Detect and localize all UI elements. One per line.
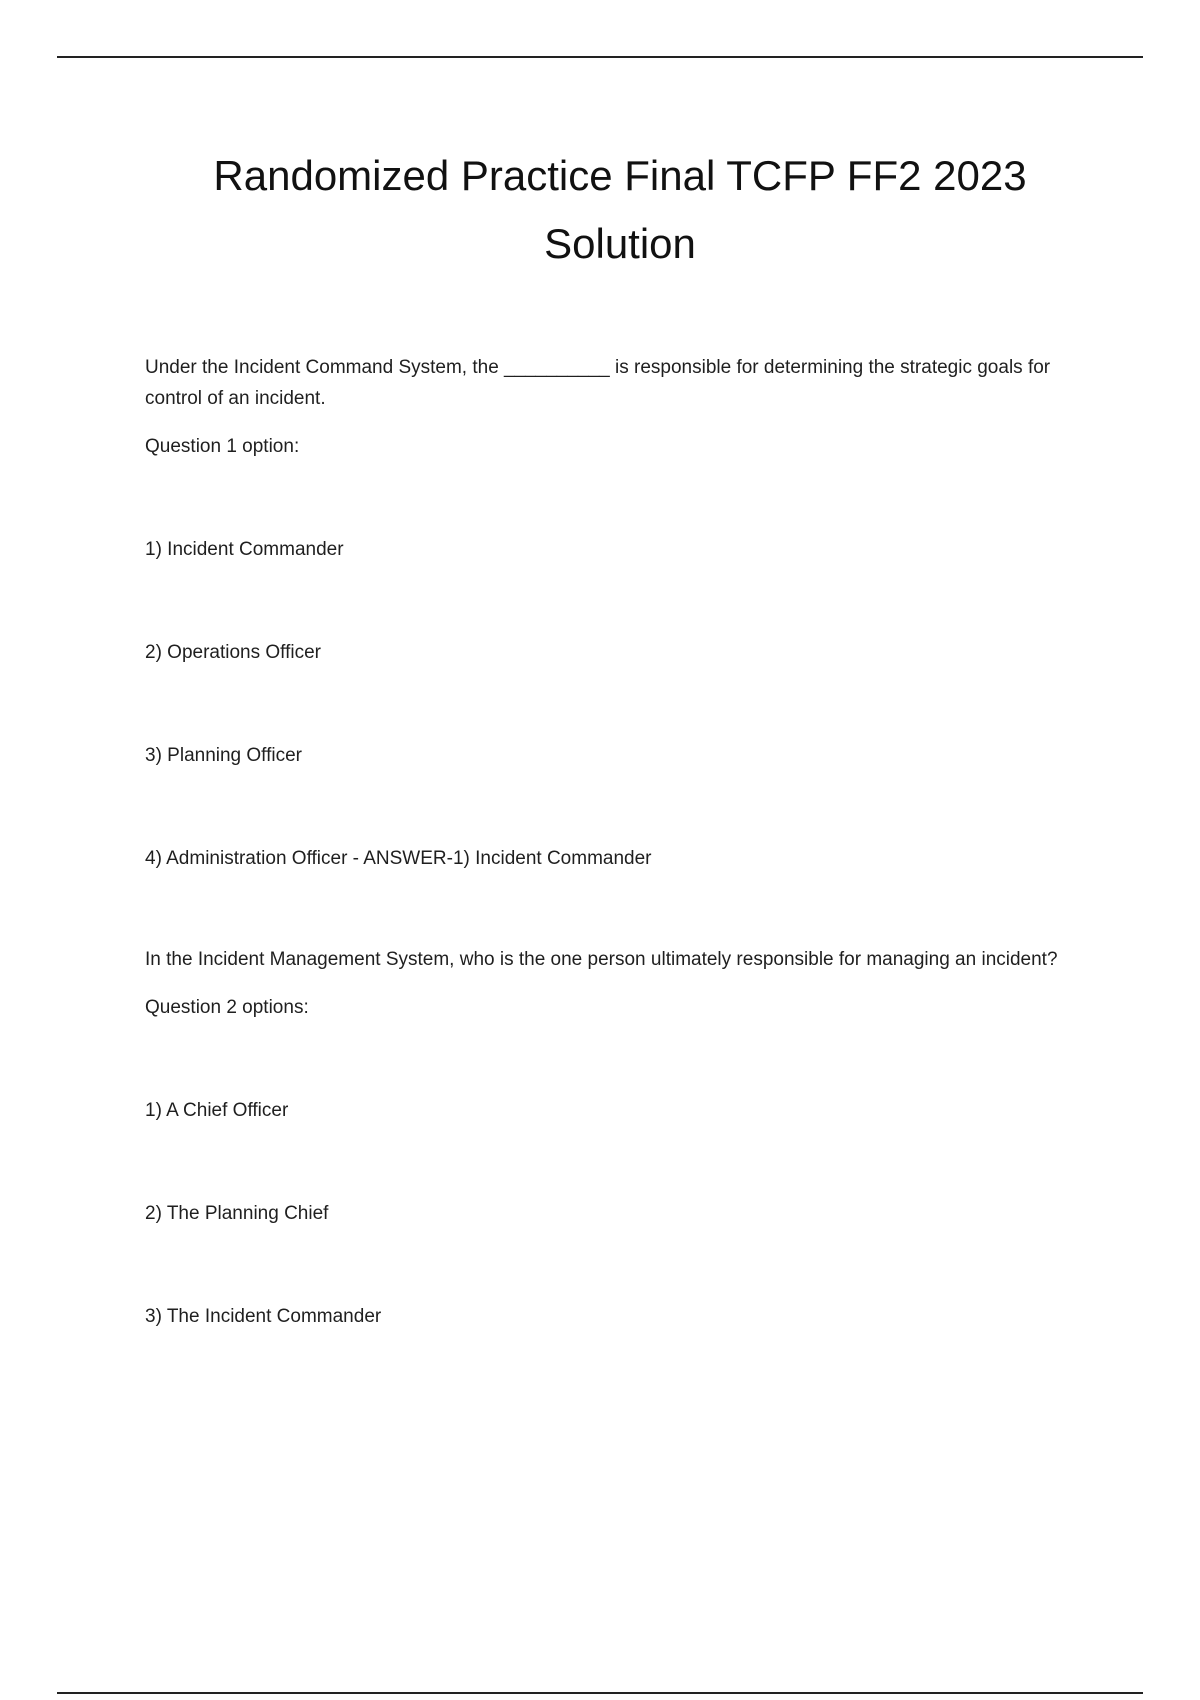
option-item: 2) Operations Officer	[145, 642, 322, 663]
option-item: 1) Incident Commander	[145, 539, 344, 560]
document-body	[145, 352, 1085, 1332]
question-text: Under the Incident Command System, the __________ is responsible for determining the strategic goals for control of an incident.	[145, 357, 1051, 409]
option-item-with-answer: 4) Administration Officer - ANSWER-1) Incident Commander	[145, 848, 652, 869]
footer-rule	[57, 1692, 1143, 1694]
question-1	[145, 352, 1085, 874]
option-item: 2) The Planning Chief	[145, 1203, 329, 1224]
option-item: 1) A Chief Officer	[145, 1100, 289, 1121]
question-text: In the Incident Management System, who is the one person ultimately responsible for managing an incident?	[145, 949, 1058, 970]
option-item: 3) Planning Officer	[145, 745, 303, 766]
options-label: Question 1 option:	[145, 436, 300, 457]
question-2	[145, 944, 1085, 1332]
title-line-2: Solution	[544, 220, 696, 267]
options-label: Question 2 options:	[145, 997, 309, 1018]
title-line-1: Randomized Practice Final TCFP FF2 2023	[213, 152, 1027, 199]
header-rule	[57, 56, 1143, 58]
option-item: 3) The Incident Commander	[145, 1306, 382, 1327]
document-title	[140, 142, 1100, 278]
